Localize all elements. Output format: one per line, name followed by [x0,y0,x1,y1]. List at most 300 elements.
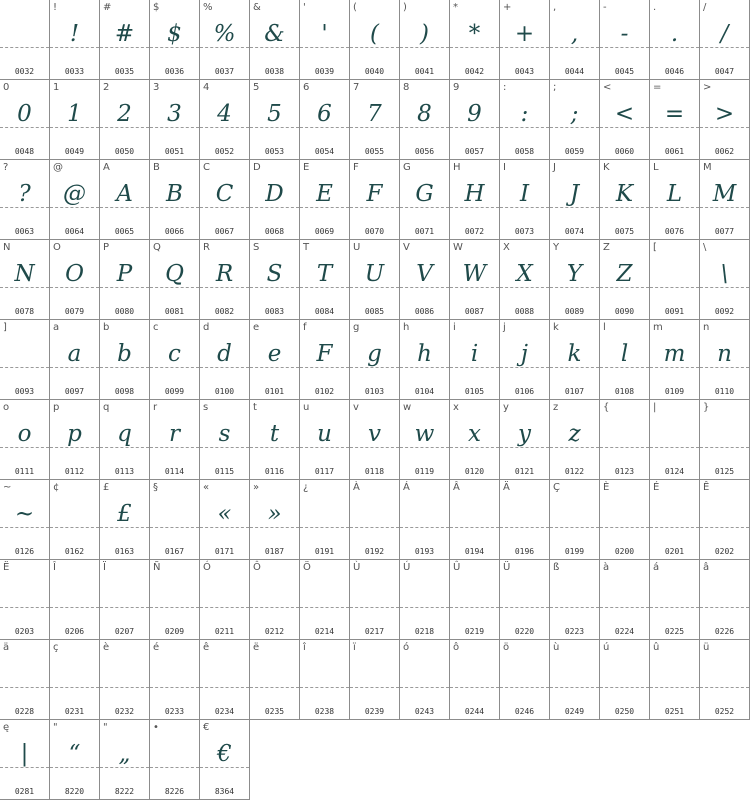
glyph-cell-label: f [303,322,307,333]
glyph-cell-code: 0196 [514,547,535,556]
glyph-cell-code: 0111 [14,467,35,476]
glyph-cell[interactable] [700,80,750,160]
baseline-guide [400,687,449,688]
glyph-cell[interactable] [650,240,700,320]
glyph-cell[interactable] [100,160,150,240]
baseline-guide [100,607,149,608]
glyph-cell[interactable] [50,160,100,240]
glyph-preview: C [215,181,234,207]
glyph-cell[interactable] [100,400,150,480]
glyph-cell-label: 3 [153,82,160,93]
glyph-cell[interactable] [550,560,600,640]
glyph-cell-label: § [153,482,158,493]
glyph-preview: y [518,421,531,447]
glyph-cell-label: R [203,242,210,253]
glyph-cell-code: 0104 [414,387,435,396]
glyph-cell[interactable] [700,640,750,720]
glyph-preview: 4 [217,101,232,127]
glyph-cell[interactable] [200,240,250,320]
glyph-cell-label: $ [153,2,160,13]
glyph-cell[interactable] [250,160,300,240]
glyph-cell-code: 0118 [364,467,385,476]
glyph-cell[interactable] [500,480,550,560]
glyph-cell[interactable] [100,320,150,400]
glyph-cell[interactable] [200,320,250,400]
glyph-cell[interactable] [550,160,600,240]
glyph-cell-code: 0063 [14,227,35,236]
glyph-preview: = [664,101,685,127]
glyph-cell[interactable] [600,640,650,720]
glyph-cell-label: i [453,322,456,333]
glyph-cell[interactable] [700,160,750,240]
glyph-cell-code: 0228 [14,707,35,716]
glyph-cell[interactable] [500,240,550,320]
glyph-cell[interactable] [200,640,250,720]
glyph-cell[interactable] [500,320,550,400]
glyph-cell-label: L [653,162,659,173]
glyph-cell-label: Â [453,482,460,493]
glyph-cell[interactable] [250,560,300,640]
glyph-preview: * [468,21,481,47]
glyph-cell[interactable] [600,480,650,560]
glyph-cell-code: 0071 [414,227,435,236]
glyph-cell[interactable] [150,640,200,720]
glyph-cell[interactable] [350,480,400,560]
glyph-preview: ) [420,21,429,47]
glyph-cell-label: j [503,322,506,333]
glyph-preview: p [67,421,82,447]
baseline-guide [600,687,649,688]
glyph-cell[interactable] [50,400,100,480]
glyph-cell[interactable] [150,320,200,400]
glyph-cell-code: 0243 [414,707,435,716]
glyph-cell[interactable] [550,240,600,320]
glyph-cell-code: 0052 [214,147,235,156]
glyph-cell-code: 0047 [714,67,735,76]
glyph-cell-label: À [353,482,360,493]
baseline-guide [200,607,249,608]
glyph-cell-label: M [703,162,712,173]
glyph-cell[interactable] [300,560,350,640]
glyph-cell-label: ç [53,642,59,653]
glyph-cell[interactable] [0,560,50,640]
glyph-cell[interactable] [400,80,450,160]
glyph-cell[interactable] [400,320,450,400]
baseline-guide [50,527,99,528]
glyph-cell[interactable] [300,160,350,240]
glyph-cell[interactable] [0,480,50,560]
glyph-cell[interactable] [150,240,200,320]
glyph-cell-label: 6 [303,82,310,93]
glyph-preview: g [367,341,382,367]
baseline-guide [150,767,199,768]
glyph-cell-label: N [3,242,11,253]
glyph-cell[interactable] [0,400,50,480]
glyph-cell[interactable] [150,80,200,160]
glyph-cell[interactable] [500,160,550,240]
baseline-guide [0,607,49,608]
glyph-cell-label: O [53,242,61,253]
glyph-cell[interactable] [450,160,500,240]
baseline-guide [450,687,499,688]
glyph-cell-label: * [453,2,458,13]
glyph-cell-label: Z [603,242,610,253]
glyph-cell[interactable] [50,0,100,80]
glyph-cell[interactable] [300,320,350,400]
glyph-cell-code: 0251 [664,707,685,716]
glyph-preview: G [415,181,434,207]
glyph-cell-label: Ê [703,482,710,493]
glyph-cell[interactable] [650,80,700,160]
glyph-cell-code: 0038 [264,67,285,76]
glyph-cell[interactable] [50,80,100,160]
glyph-cell[interactable] [0,240,50,320]
baseline-guide [600,607,649,608]
glyph-cell[interactable] [300,240,350,320]
glyph-cell-code: 0206 [64,627,85,636]
glyph-cell[interactable] [400,400,450,480]
glyph-preview: 7 [367,101,382,127]
glyph-cell-label: î [303,642,306,653]
glyph-preview: t [269,421,280,447]
glyph-preview: o [17,421,32,447]
glyph-cell[interactable] [100,560,150,640]
glyph-preview: “ [68,741,81,767]
glyph-cell[interactable] [50,640,100,720]
glyph-cell[interactable] [300,480,350,560]
glyph-cell-label: } [703,402,710,413]
glyph-cell[interactable] [200,560,250,640]
glyph-cell-label: ë [253,642,260,653]
glyph-cell[interactable] [400,240,450,320]
glyph-cell[interactable] [200,720,250,800]
glyph-cell-label: ? [3,162,9,173]
glyph-preview: i [470,341,479,367]
glyph-cell-label: y [503,402,509,413]
glyph-cell[interactable] [450,240,500,320]
glyph-preview: B [166,181,183,207]
glyph-cell[interactable] [600,320,650,400]
glyph-cell-label: @ [53,162,63,173]
glyph-cell-label: n [703,322,710,333]
glyph-cell[interactable] [450,480,500,560]
glyph-preview: M [712,181,737,207]
glyph-cell-label: z [553,402,559,413]
glyph-cell-label: D [253,162,261,173]
glyph-cell-label: U [353,242,361,253]
glyph-cell-code: 0110 [714,387,735,396]
glyph-cell-code: 0250 [614,707,635,716]
glyph-cell[interactable] [550,0,600,80]
glyph-cell[interactable] [300,80,350,160]
glyph-cell[interactable] [550,480,600,560]
glyph-cell-label: 0 [3,82,10,93]
glyph-cell[interactable] [250,640,300,720]
glyph-cell[interactable] [500,80,550,160]
glyph-preview: w [414,421,435,447]
glyph-cell[interactable] [450,0,500,80]
glyph-cell[interactable] [400,640,450,720]
glyph-cell[interactable] [150,160,200,240]
glyph-cell-label: é [153,642,160,653]
glyph-cell[interactable] [100,720,150,800]
glyph-cell[interactable] [50,240,100,320]
glyph-cell-code: 0193 [414,547,435,556]
glyph-cell[interactable] [700,400,750,480]
glyph-cell-code: 0125 [714,467,735,476]
glyph-cell[interactable] [150,720,200,800]
glyph-cell[interactable] [250,480,300,560]
glyph-preview: # [114,21,135,47]
glyph-cell[interactable] [600,560,650,640]
glyph-cell[interactable] [700,240,750,320]
baseline-guide [0,687,49,688]
glyph-cell[interactable] [700,480,750,560]
glyph-cell[interactable] [200,400,250,480]
glyph-cell[interactable] [350,80,400,160]
glyph-preview: | [20,741,29,767]
glyph-cell[interactable] [50,480,100,560]
glyph-cell[interactable] [650,640,700,720]
glyph-cell-label: T [303,242,310,253]
glyph-cell-label: , [553,2,557,13]
glyph-cell[interactable] [200,160,250,240]
glyph-preview: - [620,21,629,47]
glyph-cell-label: ~ [3,482,12,493]
glyph-cell-code: 0163 [114,547,135,556]
glyph-cell-label: Ù [353,562,361,573]
glyph-cell[interactable] [550,320,600,400]
baseline-guide [150,607,199,608]
glyph-preview: X [516,261,533,287]
glyph-cell[interactable] [650,160,700,240]
glyph-cell[interactable] [200,0,250,80]
glyph-preview: ? [18,181,31,207]
glyph-cell-code: 0077 [714,227,735,236]
glyph-cell-label: F [353,162,359,173]
baseline-guide [700,447,749,448]
glyph-cell-code: 0070 [364,227,385,236]
glyph-cell-code: 0091 [664,307,685,316]
baseline-guide [50,607,99,608]
baseline-guide [0,47,49,48]
glyph-cell-code: 0124 [664,467,685,476]
glyph-cell[interactable] [0,640,50,720]
glyph-cell-label: Ü [503,562,511,573]
baseline-guide [350,607,399,608]
glyph-cell-label: ] [3,322,7,333]
glyph-cell-label: ú [603,642,610,653]
glyph-cell-label: ' [303,2,306,13]
glyph-cell[interactable] [450,560,500,640]
glyph-cell[interactable] [250,80,300,160]
glyph-cell[interactable] [350,640,400,720]
glyph-cell[interactable] [700,320,750,400]
glyph-cell[interactable] [350,400,400,480]
glyph-cell-label: \ [703,242,707,253]
glyph-cell-code: 0083 [264,307,285,316]
glyph-cell[interactable] [150,400,200,480]
glyph-cell-label: Ë [3,562,10,573]
glyph-cell-code: 0041 [414,67,435,76]
glyph-cell[interactable] [700,0,750,80]
glyph-cell[interactable] [50,720,100,800]
glyph-cell[interactable] [0,160,50,240]
glyph-cell[interactable] [600,0,650,80]
glyph-cell[interactable] [200,480,250,560]
glyph-cell[interactable] [100,80,150,160]
glyph-cell-code: 0112 [64,467,85,476]
glyph-cell-label: o [3,402,10,413]
glyph-cell[interactable] [250,320,300,400]
glyph-cell-label: # [103,2,112,13]
glyph-cell[interactable] [350,160,400,240]
glyph-cell-label: ! [53,2,58,13]
glyph-cell-label: ó [403,642,410,653]
glyph-cell[interactable] [200,80,250,160]
glyph-cell-label: & [253,2,261,13]
glyph-cell-code: 0065 [114,227,135,236]
glyph-cell[interactable] [150,480,200,560]
glyph-cell[interactable] [150,0,200,80]
glyph-cell-label: P [103,242,110,253]
glyph-cell-code: 0069 [314,227,335,236]
glyph-cell[interactable] [500,0,550,80]
glyph-cell[interactable] [600,240,650,320]
glyph-cell[interactable] [250,400,300,480]
glyph-cell[interactable] [650,480,700,560]
glyph-cell-code: 0194 [464,547,485,556]
glyph-cell[interactable] [400,0,450,80]
glyph-cell-code: 0121 [514,467,535,476]
glyph-cell-code: 0097 [64,387,85,396]
glyph-cell-label: c [153,322,159,333]
glyph-cell-code: 0075 [614,227,635,236]
glyph-cell-label: ß [553,562,560,573]
glyph-cell-code: 0082 [214,307,235,316]
glyph-cell-label: . [653,2,657,13]
glyph-cell[interactable] [100,240,150,320]
glyph-preview: q [117,421,132,447]
glyph-cell[interactable] [600,400,650,480]
glyph-cell-label: 9 [453,82,460,93]
glyph-cell-code: 0105 [464,387,485,396]
glyph-cell[interactable] [700,560,750,640]
glyph-cell[interactable] [250,240,300,320]
glyph-cell[interactable] [0,720,50,800]
glyph-preview: „ [118,741,131,767]
glyph-cell[interactable] [0,320,50,400]
glyph-preview: F [366,181,383,207]
glyph-cell[interactable] [500,560,550,640]
glyph-cell[interactable] [650,560,700,640]
glyph-preview: Y [566,261,583,287]
glyph-cell[interactable] [450,80,500,160]
glyph-cell[interactable] [0,80,50,160]
glyph-cell-label: ¢ [53,482,60,493]
glyph-cell[interactable] [450,320,500,400]
glyph-cell-code: 0231 [64,707,85,716]
glyph-cell[interactable] [50,320,100,400]
glyph-cell-code: 0106 [514,387,535,396]
baseline-guide [550,527,599,528]
glyph-cell[interactable] [400,160,450,240]
glyph-cell-code: 0225 [664,627,685,636]
baseline-guide [300,607,349,608]
glyph-cell-code: 0092 [714,307,735,316]
glyph-cell-code: 0033 [64,67,85,76]
glyph-cell[interactable] [100,640,150,720]
glyph-cell[interactable] [100,480,150,560]
glyph-cell[interactable] [350,560,400,640]
baseline-guide [700,607,749,608]
glyph-cell-label: â [703,562,710,573]
glyph-cell[interactable] [350,0,400,80]
glyph-cell-code: 0102 [314,387,335,396]
glyph-preview: , [570,21,579,47]
glyph-cell[interactable] [350,240,400,320]
glyph-cell[interactable] [250,0,300,80]
glyph-cell-label: Ä [503,482,510,493]
glyph-cell-label: ü [703,642,710,653]
glyph-cell-code: 0126 [14,547,35,556]
glyph-cell-label: W [453,242,463,253]
glyph-cell[interactable] [300,640,350,720]
glyph-cell[interactable] [650,0,700,80]
glyph-preview: R [215,261,234,287]
glyph-cell[interactable] [150,560,200,640]
glyph-preview: u [317,421,332,447]
glyph-cell[interactable] [400,560,450,640]
glyph-cell[interactable] [450,640,500,720]
glyph-cell-label: È [603,482,610,493]
glyph-cell[interactable] [300,0,350,80]
baseline-guide [250,607,299,608]
glyph-preview: K [615,181,634,207]
glyph-preview: P [116,261,133,287]
glyph-cell[interactable] [100,0,150,80]
glyph-cell[interactable] [600,160,650,240]
glyph-cell[interactable] [0,0,50,80]
glyph-cell[interactable] [500,400,550,480]
glyph-cell-code: 0046 [664,67,685,76]
glyph-cell-label: « [203,482,210,493]
glyph-cell-label: ô [453,642,460,653]
glyph-cell[interactable] [500,640,550,720]
glyph-cell[interactable] [400,480,450,560]
glyph-cell[interactable] [650,320,700,400]
glyph-cell-code: 0171 [214,547,235,556]
glyph-cell[interactable] [550,400,600,480]
glyph-cell[interactable] [550,80,600,160]
glyph-cell-code: 0076 [664,227,685,236]
glyph-preview: / [720,21,729,47]
glyph-cell[interactable] [550,640,600,720]
glyph-cell[interactable] [350,320,400,400]
glyph-preview: U [364,261,385,287]
glyph-cell-code: 0057 [464,147,485,156]
glyph-cell[interactable] [600,80,650,160]
glyph-cell-label: 5 [253,82,260,93]
glyph-cell[interactable] [450,400,500,480]
glyph-cell-code: 0120 [464,467,485,476]
glyph-preview: > [714,101,735,127]
glyph-cell-code: 0084 [314,307,335,316]
glyph-cell-label: H [453,162,461,173]
glyph-cell[interactable] [650,400,700,480]
glyph-cell[interactable] [50,560,100,640]
glyph-cell[interactable] [300,400,350,480]
